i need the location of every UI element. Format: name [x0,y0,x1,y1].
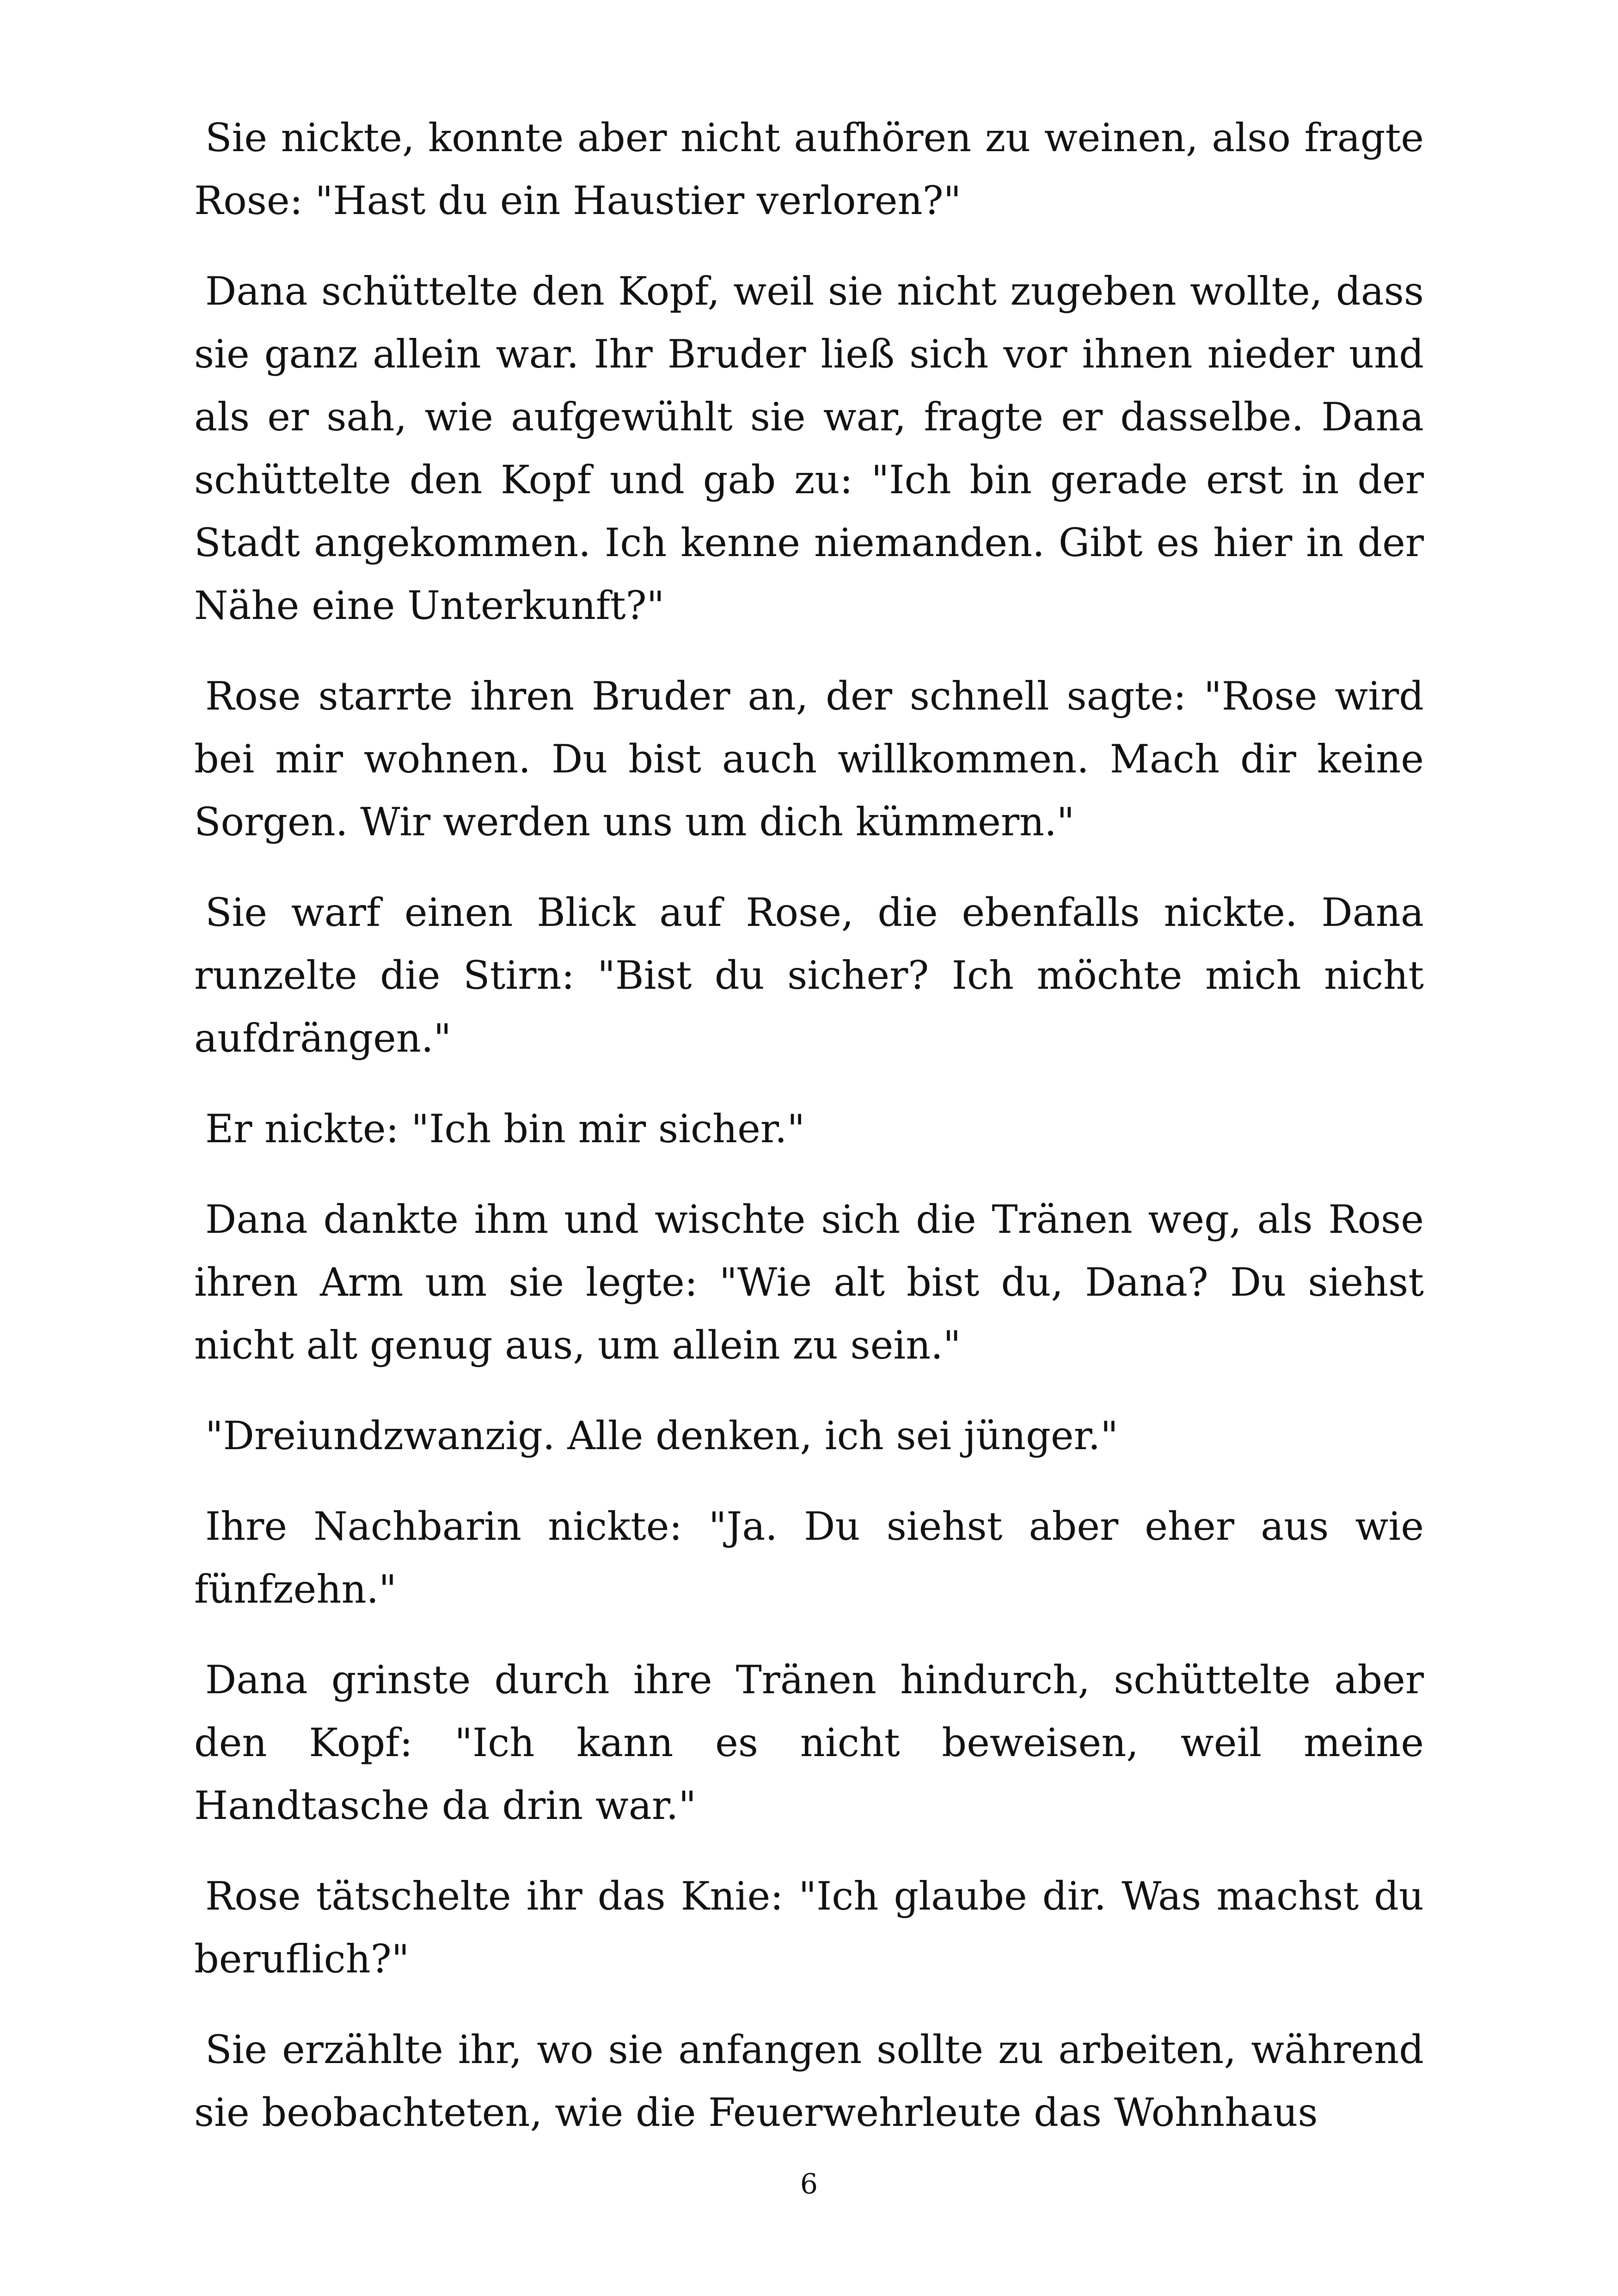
paragraph: Sie erzählte ihr, wo sie anfangen sollte zu arbeiten, während sie beobachteten, wie die Feuerwehrleute das Wohnhaus [194,2027,1424,2135]
paragraph: Sie nickte, konnte aber nicht aufhören zu weinen, also fragte Rose: "Hast du ein Haustier verloren?" [194,115,1424,223]
body-text [194,106,1424,2172]
paragraph: Ihre Nachbarin nickte: "Ja. Du siehst aber eher aus wie fünfzehn." [194,1504,1424,1612]
paragraph: Sie warf einen Blick auf Rose, die ebenfalls nickte. Dana runzelte die Stirn: "Bist du sicher? Ich möchte mich nicht aufdrängen." [194,890,1424,1061]
page-number: 6 [800,2168,818,2200]
paragraph: Rose starrte ihren Bruder an, der schnell sagte: "Rose wird bei mir wohnen. Du bist auch willkommen. Mach dir keine Sorgen. Wir werden uns um dich kümmern." [194,673,1424,845]
paragraph: Rose tätschelte ihr das Knie: "Ich glaube dir. Was machst du beruflich?" [194,1874,1424,1982]
paragraph: "Dreiundzwanzig. Alle denken, ich sei jünger." [205,1413,1118,1458]
paragraph: Dana schüttelte den Kopf, weil sie nicht zugeben wollte, dass sie ganz allein war. Ihr Bruder ließ sich vor ihnen nieder und als er sah, wie aufgewühlt sie war, fragte er dasselbe. Dana schüttelte den Kopf und gab zu: "Ich bin gerade erst in der Stadt angekommen. Ich kenne niemanden. Gibt es hier in der Nähe eine Unterkunft?" [194,269,1424,628]
paragraph: Dana grinste durch ihre Tränen hindurch, schüttelte aber den Kopf: "Ich kann es nicht beweisen, weil meine Handtasche da drin war." [194,1657,1424,1828]
paragraph: Dana dankte ihm und wischte sich die Tränen weg, als Rose ihren Arm um sie legte: "Wie alt bist du, Dana? Du siehst nicht alt genug aus, um allein zu sein." [194,1197,1424,1368]
paragraph: Er nickte: "Ich bin mir sicher." [205,1106,805,1151]
